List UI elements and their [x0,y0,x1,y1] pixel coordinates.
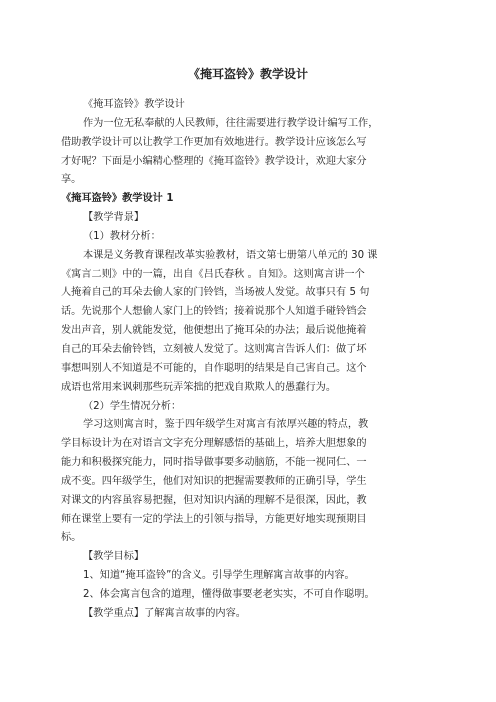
paragraph-line: 作为一位无私奉献的人民教师，往往需要进行教学设计编写工作， [83,117,379,129]
subsection-heading: （2）学生情况分析： [83,400,182,412]
paragraph-line: 事想叫别人不知道是不可能的，自作聪明的结果是自己害自己。这个 [61,362,367,374]
intro-heading: 《掩耳盗铃》教学设计 [83,99,185,110]
paragraph-line: 《寓言二则》中的一篇，出自《吕氏春秋 。自知》。这则寓言讲一个 [61,268,365,280]
paragraph-line: 成不变。四年级学生，他们对知识的把握需要教师的正确引导，学生 [61,475,367,487]
paragraph-line: 才好呢？下面是小编精心整理的《掩耳盗铃》教学设计，欢迎大家分 [61,155,367,167]
paragraph-line: 成语也常用来讽刺那些玩弄笨拙的把戏自欺欺人的愚蠢行为。 [61,381,337,393]
paragraph-line: 师在课堂上要有一定的学法上的引领与指导，方能更好地实现预期目 [61,513,367,525]
paragraph-line: 能力和积极探究能力，同时指导做事要多动脑筋，不能一视同仁、一 [61,457,367,469]
subsection-heading: 【教学重点】了解寓言故事的内容。 [83,607,246,619]
paragraph-line: 本课是义务教育课程改革实验教材，语文第七册第八单元的 30 课 [83,249,378,261]
subsection-heading: （1）教材分析： [83,230,161,242]
subsection-heading: 【教学背景】 [83,212,145,224]
paragraph-line: 借助教学设计可以让教学工作更加有效地进行。教学设计应该怎么写 [61,136,367,148]
paragraph-line: 话。先说那个人想偷人家门上的铃铛；接着说那个人知道手碰铃铛会 [61,306,367,318]
paragraph-line: 学目标设计为在对语言文字充分理解感悟的基础上，培养大胆想象的 [61,438,367,450]
document-title: 《掩耳盗铃》教学设计 [187,67,308,81]
paragraph-line: 享。 [61,174,82,186]
paragraph-line: 人掩着自己的耳朵去偷人家的门铃铛，当场被人发觉。故事只有 5 句 [61,287,370,299]
paragraph-line: 标。 [61,532,82,544]
paragraph-line: 对课文的内容虽容易把握，但对知识内涵的理解不是很深，因此，教 [61,494,367,506]
list-item: 1、知道“掩耳盗铃”的含义。引导学生理解寓言故事的内容。 [83,570,355,582]
subsection-heading: 【教学目标】 [83,551,145,563]
paragraph-line: 学习这则寓言时，鉴于四年级学生对寓言有浓厚兴趣的特点，教 [83,419,369,431]
list-item: 2、体会寓言包含的道理，懂得做事要老老实实，不可自作聪明。 [83,588,375,600]
document-body [61,96,441,624]
section-heading: 《掩耳盗铃》教学设计 1 [61,193,174,205]
paragraph-line: 自己的耳朵去偷铃铛，立刻被人发觉了。这则寓言告诉人们：做了坏 [61,343,367,355]
paragraph-line: 发出声音，别人就能发觉，他便想出了掩耳朵的办法；最后说他掩着 [61,325,367,337]
